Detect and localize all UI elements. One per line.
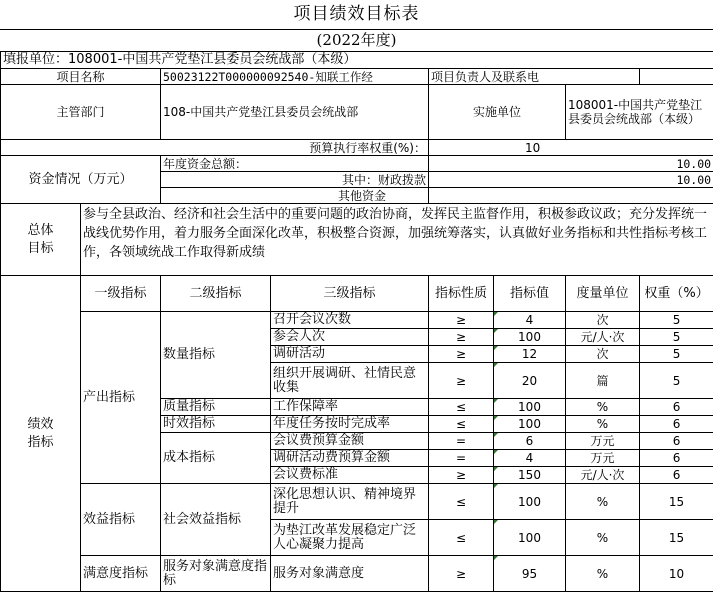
header-unit: 度量单位 <box>566 276 640 312</box>
indicator-weight: 6 <box>640 467 713 484</box>
indicator-nature: ≤ <box>429 520 494 556</box>
indicator-unit: 元/人·次 <box>566 467 640 484</box>
indicator-nature: ≤ <box>429 416 494 433</box>
indicator-nature: ≥ <box>429 467 494 484</box>
table-row <box>1 484 713 520</box>
overall-goal-label: 总体目标 <box>1 204 81 276</box>
indicator-name: 深化思想认识、精神境界提升 <box>271 484 429 520</box>
overall-goal-text: 参与全县政治、经济和社会生活中的重要问题的政治协商，发挥民主监督作用，积极参政议政；充分发挥统一战线优势作用，着力服务全面深化改革，积极整合资源，加强统筹落实，认真做好业务指标和共性指标考核工作，各领域统战工作取得新成绩 <box>81 204 713 276</box>
funds-total-label: 年度资金总额： <box>161 156 429 172</box>
impl-value: 108001-中国共产党垫江县委员会统战部（本级） <box>566 85 713 140</box>
indicator-weight: 6 <box>640 450 713 467</box>
group-quality: 质量指标 <box>161 399 271 416</box>
reporting-unit: 填报单位：108001-中国共产党垫江县委员会统战部（本级） <box>1 52 713 69</box>
header-value: 指标值 <box>494 276 566 312</box>
group-timeliness: 时效指标 <box>161 416 271 433</box>
funds-other-value <box>429 188 713 204</box>
header-level3: 三级指标 <box>271 276 429 312</box>
indicator-name: 工作保障率 <box>271 399 429 416</box>
indicator-value: 100 <box>494 416 566 433</box>
project-name-label: 项目名称 <box>1 69 161 85</box>
indicator-weight: 10 <box>640 556 713 592</box>
indicator-nature: ≥ <box>429 363 494 399</box>
indicator-name: 参会人次 <box>271 329 429 346</box>
indicator-unit: 次 <box>566 312 640 329</box>
budget-rate-value: 10 <box>429 140 713 156</box>
indicator-unit: % <box>566 484 640 520</box>
indicator-nature: = <box>429 450 494 467</box>
indicator-unit: 次 <box>566 346 640 363</box>
indicator-unit: 万元 <box>566 433 640 450</box>
indicator-value: 95 <box>494 556 566 592</box>
indicator-nature: ≤ <box>429 484 494 520</box>
header-level2: 二级指标 <box>161 276 271 312</box>
group-output: 产出指标 <box>81 312 161 484</box>
indicator-value: 6 <box>494 433 566 450</box>
indicator-weight: 15 <box>640 484 713 520</box>
indicator-unit: % <box>566 416 640 433</box>
header-nature: 指标性质 <box>429 276 494 312</box>
indicator-value: 20 <box>494 363 566 399</box>
funds-fiscal-label: 其中：财政拨款 <box>161 172 429 188</box>
funds-fiscal-value: 10.00 <box>429 172 713 188</box>
header-weight: 权重（%） <box>640 276 713 312</box>
indicator-nature: ≥ <box>429 329 494 346</box>
group-satisfaction: 满意度指标 <box>81 556 161 592</box>
goal-table <box>0 51 713 592</box>
project-leader-value <box>640 69 713 85</box>
dept-value: 108-中国共产党垫江县委员会统战部 <box>161 85 429 140</box>
performance-label: 绩效指标 <box>1 276 81 592</box>
indicator-value: 100 <box>494 484 566 520</box>
budget-rate-label: 预算执行率权重(%)： <box>1 140 429 156</box>
indicator-weight: 5 <box>640 363 713 399</box>
indicator-weight: 6 <box>640 433 713 450</box>
indicator-nature: ≥ <box>429 312 494 329</box>
indicator-weight: 5 <box>640 312 713 329</box>
indicator-name: 调研活动 <box>271 346 429 363</box>
indicator-name: 会议费标准 <box>271 467 429 484</box>
project-leader-label: 项目负责人及联系电 <box>429 69 640 85</box>
impl-label: 实施单位 <box>429 85 566 140</box>
indicator-nature: = <box>429 433 494 450</box>
group-cost: 成本指标 <box>161 433 271 484</box>
group-benefit: 效益指标 <box>81 484 161 556</box>
indicator-value: 100 <box>494 329 566 346</box>
dept-label: 主管部门 <box>1 85 161 140</box>
indicator-unit: % <box>566 556 640 592</box>
funds-other-label: 其他资金 <box>161 188 429 204</box>
indicator-nature: ≥ <box>429 346 494 363</box>
indicator-unit: % <box>566 520 640 556</box>
group-social: 社会效益指标 <box>161 484 271 556</box>
indicator-nature: ≥ <box>429 556 494 592</box>
indicator-name: 调研活动费预算金额 <box>271 450 429 467</box>
indicator-nature: ≤ <box>429 399 494 416</box>
indicator-unit: % <box>566 399 640 416</box>
indicator-name: 服务对象满意度 <box>271 556 429 592</box>
indicator-weight: 15 <box>640 520 713 556</box>
indicator-value: 12 <box>494 346 566 363</box>
project-name-value: 50023122T000000092540-知联工作经 <box>161 69 429 85</box>
indicator-name: 会议费预算金额 <box>271 433 429 450</box>
indicator-weight: 6 <box>640 416 713 433</box>
indicator-weight: 5 <box>640 329 713 346</box>
sheet-year: (2022年度) <box>316 31 397 49</box>
indicator-value: 4 <box>494 450 566 467</box>
indicator-weight: 6 <box>640 399 713 416</box>
indicator-value: 150 <box>494 467 566 484</box>
indicator-value: 100 <box>494 520 566 556</box>
indicator-unit: 元/人·次 <box>566 329 640 346</box>
table-row <box>1 312 713 329</box>
indicator-name: 年度任务按时完成率 <box>271 416 429 433</box>
header-level1: 一级指标 <box>81 276 161 312</box>
indicator-name: 组织开展调研、社情民意收集 <box>271 363 429 399</box>
funds-total-value: 10.00 <box>429 156 713 172</box>
table-row <box>1 556 713 592</box>
group-service: 服务对象满意度指标 <box>161 556 271 592</box>
group-quantity: 数量指标 <box>161 312 271 399</box>
indicator-name: 为垫江改革发展稳定广泛人心凝聚力提高 <box>271 520 429 556</box>
indicator-unit: 万元 <box>566 450 640 467</box>
indicator-weight: 5 <box>640 346 713 363</box>
indicator-value: 4 <box>494 312 566 329</box>
indicator-name: 召开会议次数 <box>271 312 429 329</box>
sheet-title: 项目绩效目标表 <box>0 0 713 30</box>
indicator-unit: 篇 <box>566 363 640 399</box>
indicator-value: 100 <box>494 399 566 416</box>
funds-label: 资金情况（万元） <box>1 156 161 204</box>
